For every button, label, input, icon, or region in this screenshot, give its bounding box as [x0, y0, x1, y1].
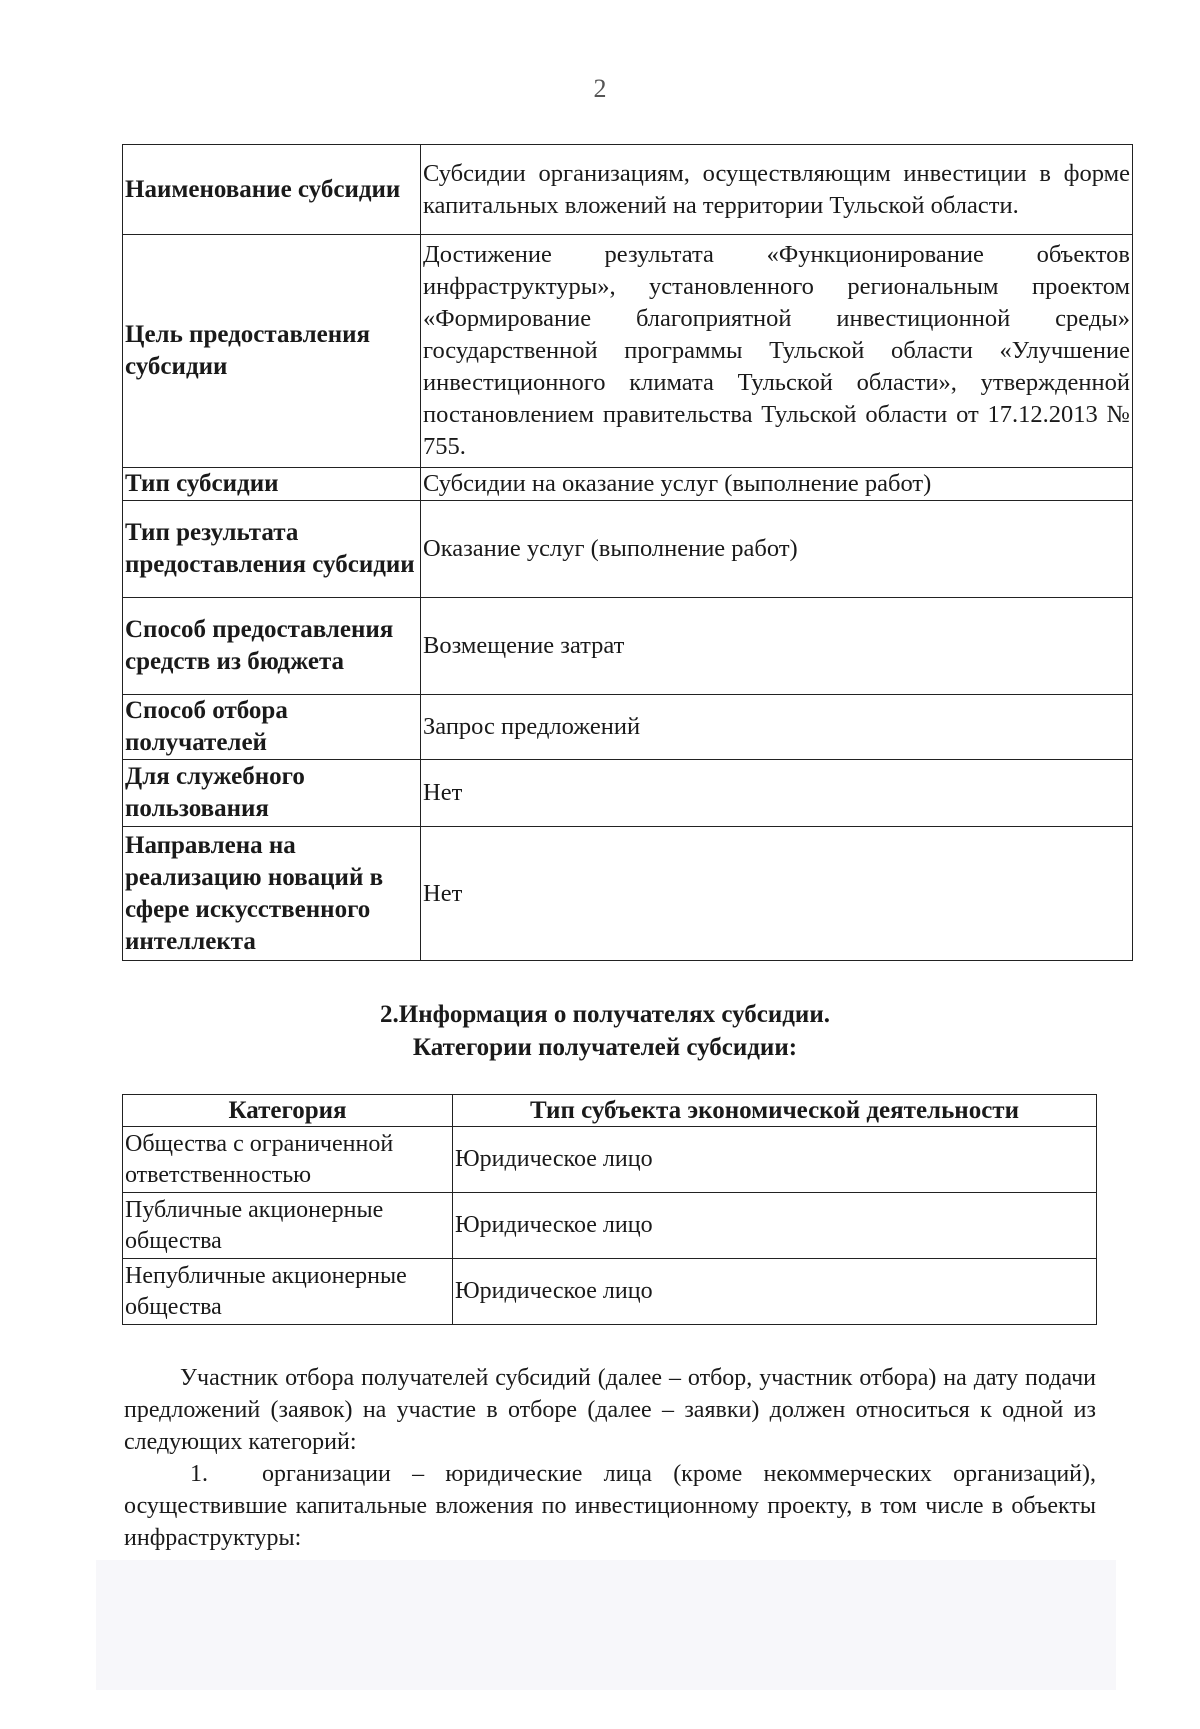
entity-type-cell: Юридическое лицо [453, 1193, 1097, 1259]
row-label: Для служебного пользования [123, 760, 421, 827]
recipient-category-table [122, 1094, 1097, 1325]
row-value: Возмещение затрат [421, 598, 1133, 695]
row-label: Способ предоставления средств из бюджета [123, 598, 421, 695]
table-row [123, 598, 1133, 695]
column-header: Категория [123, 1095, 453, 1127]
row-value: Достижение результата «Функционирование объектов инфраструктуры», установленного региональным проектом «Формирование благоприятной инвестиционной среды» государственной программы Тульской области «Улучшение инвестиционного климата Тульской области», утвержденной постановлением правительства Тульской области от 17.12.2013 № 755. [421, 235, 1133, 468]
table-row [123, 1127, 1097, 1193]
list-number: 1. [190, 1461, 208, 1487]
subsidy-info-table [122, 144, 1133, 961]
list-item [124, 1458, 1096, 1554]
row-label: Тип результата предоставления субсидии [123, 501, 421, 598]
body-text [124, 1362, 1096, 1554]
table-row [123, 468, 1133, 501]
table-row [123, 235, 1133, 468]
paragraph: Участник отбора получателей субсидий (далее – отбор, участник отбора) на дату подачи предложений (заявок) на участие в отборе (далее – заявки) должен относиться к одной из следующих категорий: [124, 1365, 1096, 1455]
scan-shading [96, 1560, 1116, 1690]
table-row [123, 145, 1133, 235]
row-value: Запрос предложений [421, 695, 1133, 760]
row-label: Направлена на реализацию новаций в сфере искусственного интеллекта [123, 827, 421, 961]
row-label: Наименование субсидии [123, 145, 421, 235]
row-value: Субсидии на оказание услуг (выполнение работ) [421, 468, 1133, 501]
row-label: Тип субсидии [123, 468, 421, 501]
table-row [123, 1259, 1097, 1325]
category-cell: Непубличные акционерные общества [123, 1259, 453, 1325]
section-title: 2.Информация о получателях субсидии. [380, 1001, 830, 1028]
table-row [123, 827, 1133, 961]
table-row [123, 1193, 1097, 1259]
row-label: Способ отбора получателей [123, 695, 421, 760]
entity-type-cell: Юридическое лицо [453, 1127, 1097, 1193]
row-value: Субсидии организациям, осуществляющим инвестиции в форме капитальных вложений на территории Тульской области. [421, 145, 1133, 235]
category-cell: Публичные акционерные общества [123, 1193, 453, 1259]
list-item-text: организации – юридические лица (кроме некоммерческих организаций), осуществившие капитальные вложения по инвестиционному проекту, в том числе в объекты инфраструктуры: [124, 1461, 1096, 1551]
entity-type-cell: Юридическое лицо [453, 1259, 1097, 1325]
row-value: Оказание услуг (выполнение работ) [421, 501, 1133, 598]
column-header: Тип субъекта экономической деятельности [453, 1095, 1097, 1127]
row-value: Нет [421, 760, 1133, 827]
page-number: 2 [593, 74, 607, 103]
row-value: Нет [421, 827, 1133, 961]
table-row [123, 501, 1133, 598]
table-row [123, 695, 1133, 760]
category-cell: Общества с ограниченной ответственностью [123, 1127, 453, 1193]
section-heading [0, 998, 1200, 1064]
table-header-row [123, 1095, 1097, 1127]
row-label: Цель предоставления субсидии [123, 235, 421, 468]
section-subtitle: Категории получателей субсидии: [412, 1034, 798, 1061]
table-row [123, 760, 1133, 827]
